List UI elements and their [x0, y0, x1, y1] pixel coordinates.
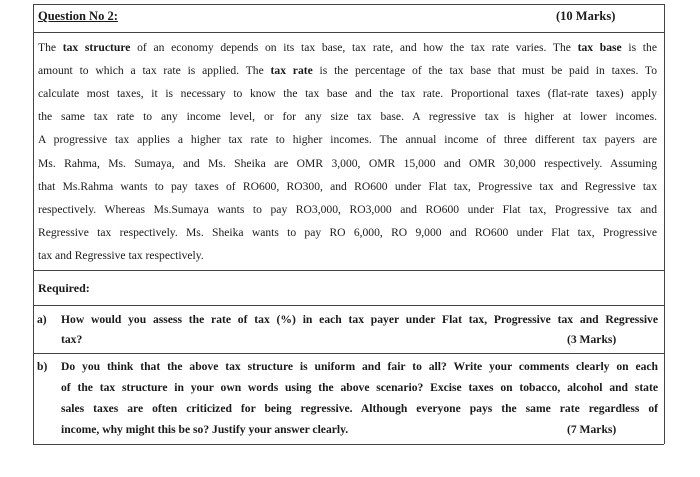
paragraph-text: tax and Regressive tax respectively.	[38, 248, 204, 262]
item-a-line: tax?	[61, 333, 83, 346]
required-heading: Required:	[38, 281, 90, 295]
paragraph-text: Ms. Rahma, Ms. Sumaya, and Ms. Sheika are OMR 3,000, OMR 15,000 and OMR 30,000 respectively. Assuming	[38, 156, 657, 170]
top-border	[33, 4, 664, 5]
paragraph-text: of an economy depends on its tax base, tax rate, and how the tax rate varies. The	[130, 41, 578, 54]
bold-term: tax rate	[270, 64, 313, 78]
paragraph-text: Regressive tax respectively. Ms. Sheika wants to pay RO 6,000, RO 9,000 and RO600 under Flat tax, Progressive	[38, 225, 657, 239]
paragraph-line	[38, 38, 657, 59]
paragraph-divider	[33, 270, 664, 271]
question-item-b	[0, 357, 700, 441]
required-divider	[33, 305, 664, 306]
question-marks: (10 Marks)	[556, 9, 616, 23]
paragraph-line	[38, 200, 657, 221]
paragraph-line	[38, 61, 657, 82]
paragraph-text: respectively. Whereas Ms.Sumaya wants to pay RO3,000, RO3,000 and RO600 under Flat tax, Progressive tax and	[38, 202, 657, 216]
paragraph-text: A progressive tax applies a higher tax rate to higher incomes. The annual income of three different tax payers are	[38, 133, 657, 147]
item-a-line: How would you assess the rate of tax (%) in each tax payer under Flat tax, Progressive tax and Regressive	[61, 313, 658, 326]
paragraph-line	[38, 107, 657, 128]
paragraph-text: that Ms.Rahma wants to pay taxes of RO600, RO300, and RO600 under Flat tax, Progressive tax and Regressive tax	[38, 179, 657, 193]
paragraph-line	[38, 130, 657, 151]
item-a-marks: (3 Marks)	[567, 333, 617, 346]
item-a-label: a)	[37, 313, 47, 326]
item-b-label: b)	[37, 360, 48, 373]
item-b-marks: (7 Marks)	[567, 423, 617, 436]
paragraph-line	[38, 223, 657, 244]
paragraph-text: the same tax rate to any income level, or for any size tax base. A regressive tax is higher at lower incomes.	[38, 110, 657, 124]
paragraph-text: amount to which a tax rate is applied. The	[38, 64, 271, 78]
paragraph-text: is the percentage of the tax base that must be paid in taxes. To	[312, 64, 657, 78]
item-b-line: sales taxes are often criticized for being regressive. Although everyone pays the same rate regardless of	[61, 402, 658, 415]
bottom-border	[33, 444, 664, 445]
question-item-a	[0, 310, 700, 350]
paragraph-text: The	[38, 41, 63, 54]
item-b-line: of the tax structure in your own words using the above scenario? Excise taxes on tobacco, alcohol and state	[61, 381, 658, 394]
question-title: Question No 2:	[38, 9, 118, 23]
bold-term: tax base	[577, 41, 622, 54]
item-divider	[33, 353, 664, 354]
paragraph-text: calculate most taxes, it is necessary to know the tax base and the tax rate. Proportional taxes (flat-rate taxes) apply	[38, 87, 657, 101]
paragraph-line	[38, 154, 657, 175]
item-b-line: income, why might this be so? Justify your answer clearly.	[61, 423, 349, 436]
bold-term: tax structure	[62, 41, 131, 54]
paragraph-line	[38, 246, 657, 267]
paragraph-line	[38, 177, 657, 198]
item-b-line: Do you think that the above tax structure is uniform and fair to all? Write your comments clearly on each	[61, 360, 658, 373]
title-divider	[33, 32, 664, 33]
paragraph-line	[38, 84, 657, 105]
paragraph-text: is the	[621, 41, 657, 54]
